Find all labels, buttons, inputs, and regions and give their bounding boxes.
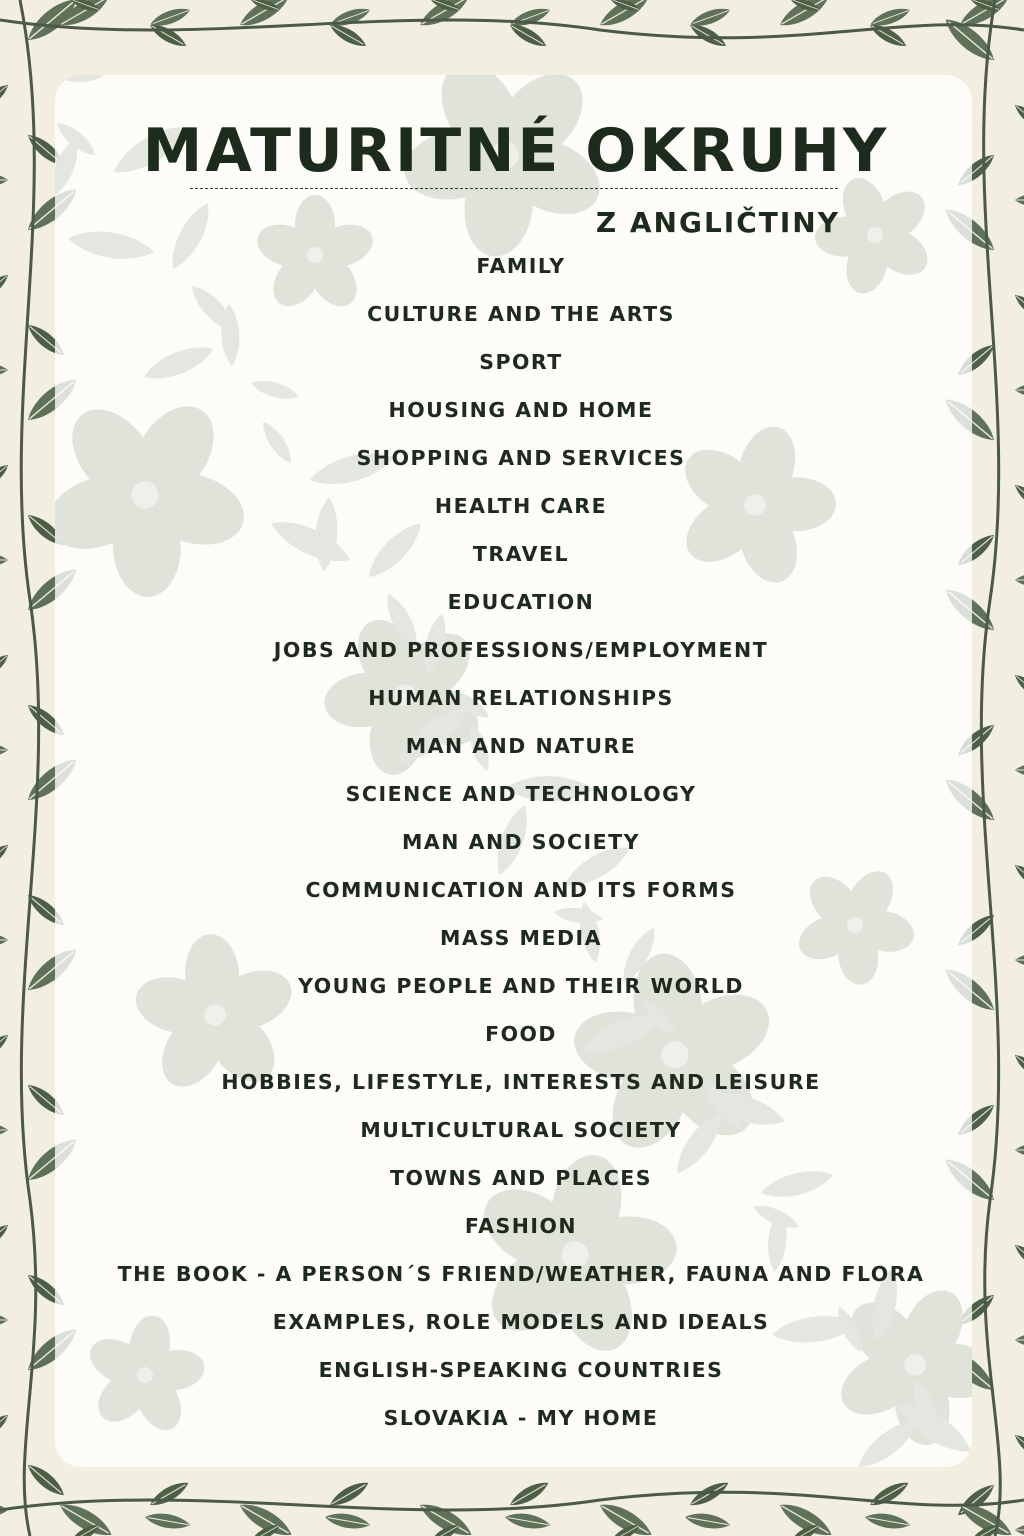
topic-item: TOWNS AND PLACES (389, 1166, 653, 1190)
topic-item: COMMUNICATION AND ITS FORMS (305, 878, 737, 902)
topic-item: CULTURE AND THE ARTS (367, 302, 675, 326)
topic-item: ENGLISH-SPEAKING COUNTRIES (318, 1358, 724, 1382)
topic-item: HOBBIES, LIFESTYLE, INTERESTS AND LEISURE (221, 1070, 821, 1094)
topic-item: MULTICULTURAL SOCIETY (360, 1118, 682, 1142)
topic-item: FASHION (464, 1214, 578, 1238)
title-divider (190, 188, 838, 189)
topic-item: MASS MEDIA (440, 926, 602, 950)
page-subtitle: Z ANGLIČTINY (595, 206, 840, 239)
topic-item: TRAVEL (472, 542, 570, 566)
topic-item: YOUNG PEOPLE AND THEIR WORLD (298, 974, 744, 998)
topic-item: HEALTH CARE (434, 494, 608, 518)
topic-item: FOOD (485, 1022, 557, 1046)
topic-item: EXAMPLES, ROLE MODELS AND IDEALS (272, 1310, 770, 1334)
topic-list (0, 248, 1024, 1448)
topic-item: FAMILY (476, 254, 566, 278)
topic-item: THE BOOK - A PERSON´S FRIEND/WEATHER, FAUNA AND FLORA (117, 1262, 925, 1286)
topic-item: SCIENCE AND TECHNOLOGY (345, 782, 697, 806)
topic-item: HOUSING AND HOME (388, 398, 654, 422)
topic-item: SHOPPING AND SERVICES (356, 446, 686, 470)
topic-item: MAN AND SOCIETY (402, 830, 640, 854)
page-title: MATURITNÉ OKRUHY (142, 116, 890, 186)
topic-item: EDUCATION (447, 590, 595, 614)
topic-item: JOBS AND PROFESSIONS/EMPLOYMENT (273, 638, 769, 662)
topic-item: HUMAN RELATIONSHIPS (368, 686, 674, 710)
topic-item: SPORT (479, 350, 563, 374)
topic-item: MAN AND NATURE (405, 734, 637, 758)
topic-item: SLOVAKIA - MY HOME (383, 1406, 659, 1430)
